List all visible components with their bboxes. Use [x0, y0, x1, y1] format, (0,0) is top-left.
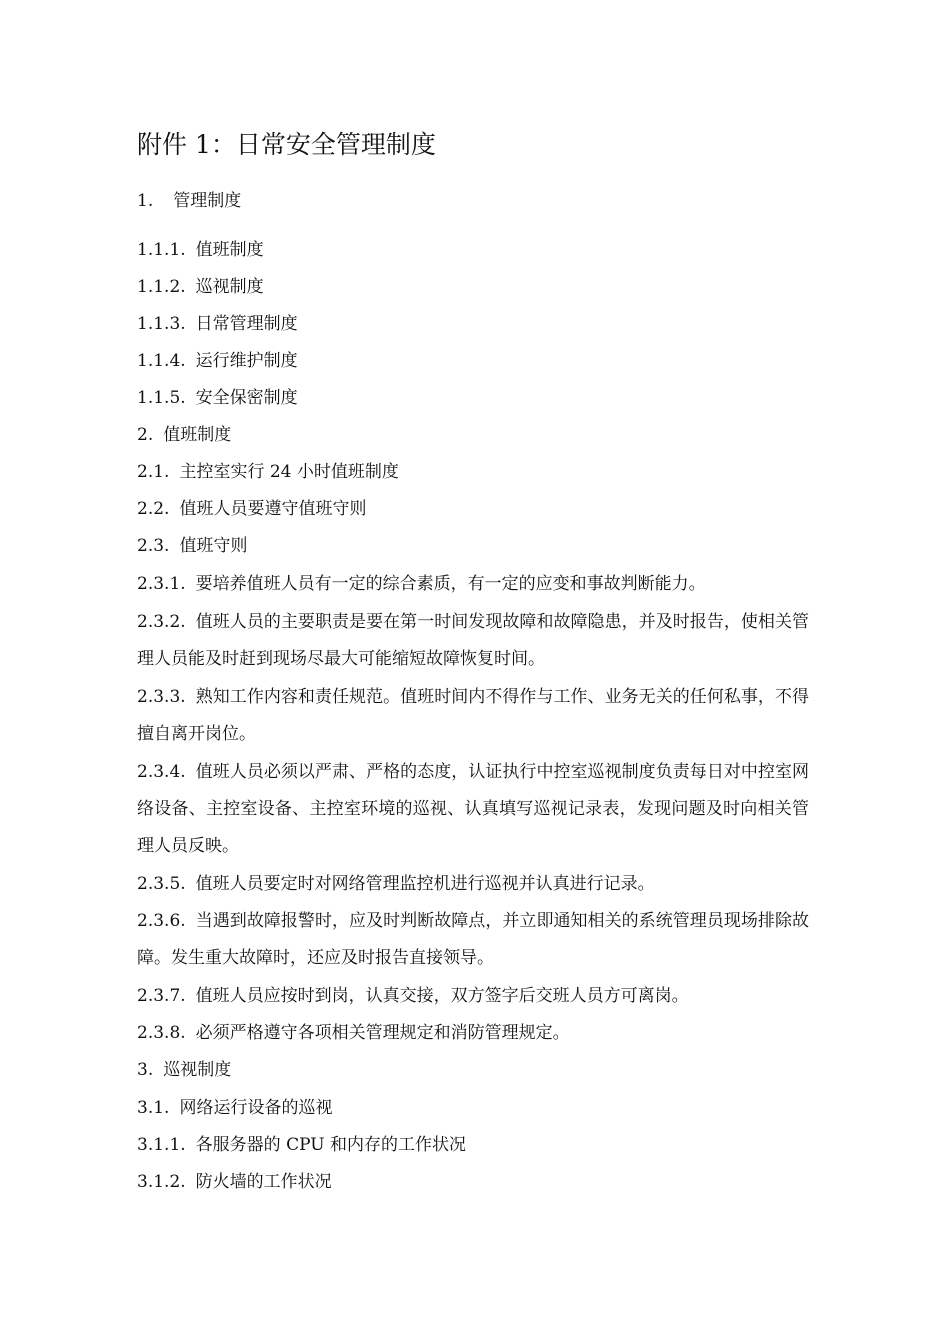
section-number: 1.1.5. — [137, 388, 186, 408]
section-item — [137, 269, 264, 306]
section-text: 值班人员必须以严肃、严格的态度，认证执行中控室巡视制度负责每日对中控室网络设备、主控室设备、主控室环境的巡视、认真填写巡视记录表，发现问题及时向相关管理人员反映。 — [137, 762, 809, 856]
section-paragraph — [137, 604, 809, 678]
section-number: 3.1.2. — [137, 1172, 186, 1192]
section-heading — [137, 1052, 231, 1089]
section-text: 值班制度 — [163, 425, 232, 445]
section-item — [137, 866, 655, 903]
section-number: 2.2. — [137, 499, 170, 519]
section-text: 巡视制度 — [163, 1060, 232, 1080]
section-number: 3. — [137, 1060, 154, 1080]
section-item — [137, 978, 689, 1015]
section-item — [137, 306, 298, 343]
section-paragraph — [137, 679, 809, 753]
section-number: 2.3.7. — [137, 986, 186, 1006]
section-text: 主控室实行 24 小时值班制度 — [179, 462, 399, 482]
section-number: 1.1.2. — [137, 277, 186, 297]
section-heading — [137, 417, 231, 454]
section-number: 2.3.8. — [137, 1023, 186, 1043]
section-item — [137, 380, 298, 417]
section-text: 值班人员要定时对网络管理监控机进行巡视并认真进行记录。 — [195, 874, 655, 894]
section-text: 当遇到故障报警时，应及时判断故障点，并立即通知相关的系统管理员现场排除故障。发生重大故障时，还应及时报告直接领导。 — [137, 911, 809, 968]
section-text: 网络运行设备的巡视 — [179, 1098, 333, 1118]
section-number: 2.3. — [137, 536, 170, 556]
section-number: 2.3.3. — [137, 687, 186, 707]
section-number: 2.3.5. — [137, 874, 186, 894]
section-item — [137, 232, 264, 269]
section-item — [137, 1127, 466, 1164]
section-item — [137, 343, 298, 380]
section-text: 日常管理制度 — [195, 314, 298, 334]
section-paragraph — [137, 903, 809, 977]
section-text: 值班守则 — [179, 536, 248, 556]
section-text: 运行维护制度 — [195, 351, 298, 371]
section-number: 2.1. — [137, 462, 170, 482]
section-text: 巡视制度 — [195, 277, 264, 297]
section-number: 2.3.4. — [137, 762, 186, 782]
section-item — [137, 1090, 332, 1127]
section-item — [137, 491, 366, 528]
section-item — [137, 1015, 570, 1052]
section-number: 3.1.1. — [137, 1135, 186, 1155]
section-text: 管理制度 — [173, 191, 242, 211]
document-title: 附件 1：日常安全管理制度 — [137, 130, 436, 159]
section-number: 1.1.4. — [137, 351, 186, 371]
section-number: 1.1.3. — [137, 314, 186, 334]
section-number: 2.3.2. — [137, 612, 186, 632]
section-text: 要培养值班人员有一定的综合素质，有一定的应变和事故判断能力。 — [195, 574, 706, 594]
section-text: 值班制度 — [195, 240, 264, 260]
section-text: 必须严格遵守各项相关管理规定和消防管理规定。 — [195, 1023, 570, 1043]
section-text: 值班人员应按时到岗，认真交接，双方签字后交班人员方可离岗。 — [195, 986, 689, 1006]
section-text: 熟知工作内容和责任规范。值班时间内不得作与工作、业务无关的任何私事，不得擅自离开岗位。 — [137, 687, 809, 744]
section-paragraph — [137, 754, 809, 865]
section-heading — [137, 183, 241, 220]
section-item — [137, 528, 247, 565]
section-text: 各服务器的 CPU 和内存的工作状况 — [195, 1135, 466, 1155]
section-text: 防火墙的工作状况 — [195, 1172, 332, 1192]
section-text: 安全保密制度 — [195, 388, 298, 408]
section-text: 值班人员要遵守值班守则 — [179, 499, 367, 519]
section-item — [137, 566, 706, 603]
section-number: 1.1.1. — [137, 240, 186, 260]
section-number: 2.3.6. — [137, 911, 186, 931]
section-number: 3.1. — [137, 1098, 170, 1118]
section-number: 1. — [137, 191, 154, 211]
section-number: 2. — [137, 425, 154, 445]
section-text: 值班人员的主要职责是要在第一时间发现故障和故障隐患，并及时报告，使相关管理人员能及时赶到现场尽最大可能缩短故障恢复时间。 — [137, 612, 809, 669]
section-item — [137, 1164, 332, 1201]
section-item — [137, 454, 399, 491]
section-number: 2.3.1. — [137, 574, 186, 594]
